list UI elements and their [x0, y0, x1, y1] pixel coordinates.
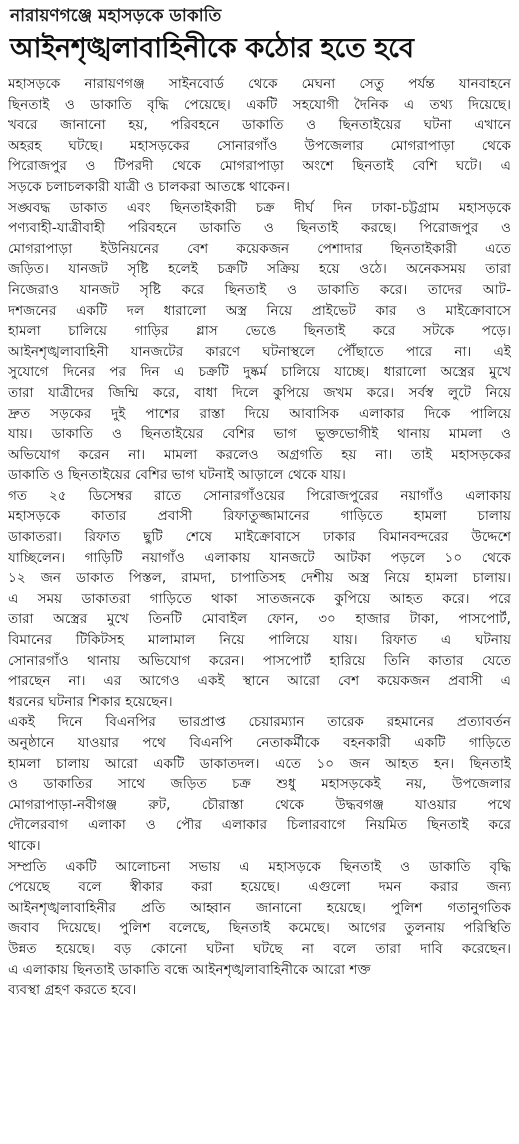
- body-line: এ সময় ডাকাতরা গাড়িতে থাকা সাতজনকে কুপিয়ে আহত করে। পরে: [8, 590, 511, 607]
- body-line: অনুষ্ঠানে যাওয়ার পথে বিএনপি নেতাকর্মীকে বহনকারী একটি গাড়িতে: [8, 735, 511, 751]
- body-line: খবরে জানানো হয়, পরিবহনে ডাকাতি ও ছিনতাইয়ের ঘটনা এখানে: [8, 117, 511, 134]
- body-line: এ এলাকায় ছিনতাই ডাকাতি বন্ধে আইনশৃঙ্খলাবাহিনীকে আরো শক্ত: [8, 961, 371, 978]
- body-line: দৌলেরবাগ এলাকা ও পৌর এলাকার চিলারবাগে নিয়মিত ছিনতাই করে: [8, 817, 511, 834]
- body-line: মহাসড়কে কাতার প্রবাসী রিফাতুজ্জামানের গাড়িতে হামলা চালায়: [8, 508, 511, 525]
- body-line: পেয়েছে বলে স্বীকার করা হয়েছে। এগুলো দমন করার জন্য: [8, 879, 511, 896]
- body-line: ছিনতাই ও ডাকাতি বৃদ্ধি পেয়েছে। একটি সহযোগী দৈনিক এ তথ্য দিয়েছে।: [8, 96, 511, 113]
- body-line: তারা অস্ত্রের মুখে তিনটি মোবাইল ফোন, ৩০ হাজার টাকা, পাসপোর্ট,: [8, 611, 511, 628]
- body-line: পারছেন না। এর আগেও একই স্থানে আরো বেশ কয়েকজন প্রবাসী এ: [8, 673, 511, 690]
- body-line: ধরনের ঘটনার শিকার হয়েছেন।: [8, 693, 173, 710]
- body-line: আইনশৃঙ্খলাবাহিনী যানজটের কারণে ঘটনাস্থলে পৌঁছাতে পারে না। এই: [8, 343, 511, 360]
- body-line: ব্যবস্থা গ্রহণ করতে হবে।: [8, 982, 137, 999]
- body-line: গত ২৫ ডিসেম্বর রাতে সোনারগাঁওয়ের পিরোজপুরের নয়াগাঁও এলাকায়: [8, 487, 511, 504]
- body-line: সড়কে চলাচলকারী যাত্রী ও চালকরা আতঙ্কে থাকেন।: [8, 178, 290, 195]
- article-headline: আইনশৃঙ্খলাবাহিনীকে কঠোর হতে হবে: [10, 33, 414, 64]
- body-line: মোগরাপাড়া-নবীগঞ্জ রুট, চৌরাস্তা থেকে উদ্ধবগঞ্জ যাওয়ার পথে: [8, 796, 511, 813]
- body-line: অহরহ ঘটছে। মহাসড়কের সোনারগাঁও উপজেলার মোগরাপাড়া থেকে: [8, 137, 511, 154]
- body-line: ১২ জন ডাকাত পিস্তল, রামদা, চাপাতিসহ দেশীয় অস্ত্র নিয়ে হামলা চালায়।: [8, 570, 511, 587]
- body-line: যায়। ডাকাতি ও ছিনতাইয়ের বেশির ভাগ ভুক্তভোগীই থানায় মামলা ও: [8, 426, 511, 443]
- body-line: জবাব দিয়েছে। পুলিশ বলেছে, ছিনতাই কমেছে। আগের তুলনায় পরিস্থিতি: [8, 920, 511, 937]
- body-line: বিমানের টিকিটসহ মালামাল নিয়ে পালিয়ে যায়। রিফাত এ ঘটনায়: [8, 632, 511, 649]
- body-line: তারা যাত্রীদের জিম্মি করে, বাধা দিলে কুপিয়ে জখম করে। সর্বস্ব লুটে নিয়ে: [8, 384, 511, 401]
- body-line: সোনারগাঁও থানায় অভিযোগ করেন। পাসপোর্ট হারিয়ে তিনি কাতার যেতে: [8, 652, 511, 669]
- body-line: পণ্যবাহী-যাত্রীবাহী পরিবহনে ডাকাতি ও ছিনতাই করছে। পিরোজপুর ও: [8, 220, 511, 237]
- body-line: দ্রুত সড়কের দুই পাশের রাস্তা দিয়ে আবাসিক এলাকার দিকে পালিয়ে: [8, 405, 511, 422]
- body-line: যাচ্ছিলেন। গাড়িটি নয়াগাঁও এলাকায় যানজটে আটকা পড়লে ১০ থেকে: [8, 549, 511, 566]
- article-kicker: নারায়ণগঞ্জে মহাসড়কে ডাকাতি: [10, 6, 222, 26]
- article-body: [8, 74, 511, 1001]
- body-line: মহাসড়কে নারায়ণগঞ্জ সাইনবোর্ড থেকে মেঘনা সেতু পর্যন্ত যানবাহনে: [8, 76, 511, 92]
- body-line: সঙ্ঘবদ্ধ ডাকাত এবং ছিনতাইকারী চক্র দীর্ঘ দিন ঢাকা-চট্টগ্রাম মহাসড়কে: [8, 199, 511, 216]
- body-line: জড়িত। যানজট সৃষ্টি হলেই চক্রটি সক্রিয় হয়ে ওঠে। অনেকসময় তারা: [8, 261, 511, 278]
- body-line: মোগরাপাড়া ইউনিয়নের বেশ কয়েকজন পেশাদার ছিনতাইকারী এতে: [8, 240, 511, 257]
- body-line: হামলা চালিয়ে গাড়ির গ্লাস ভেঙে ছিনতাই করে সটকে পড়ে।: [8, 323, 511, 340]
- body-line: ডাকাতি ও ছিনতাইয়ের বেশির ভাগ ঘটনাই আড়ালে থেকে যায়।: [8, 467, 346, 484]
- body-line: সম্প্রতি একটি আলোচনা সভায় এ মহাসড়কে ছিনতাই ও ডাকাতি বৃদ্ধি: [8, 858, 511, 875]
- body-line: আইনশৃঙ্খলাবাহিনীর প্রতি আহ্বান জানানো হয়েছে। পুলিশ গতানুগতিক: [8, 899, 511, 916]
- body-line: নিজেরাও যানজট সৃষ্টি করে ছিনতাই ও ডাকাতি করে। তাদের আট-: [8, 281, 511, 298]
- body-line: ও ডাকাতির সাথে জড়িত চক্র শুধু মহাসড়কেই নয়, উপজেলার: [8, 776, 511, 793]
- body-line: থাকে।: [8, 837, 41, 854]
- body-line: একই দিনে বিএনপির ভারপ্রাপ্ত চেয়ারম্যান তারেক রহমানের প্রত্যাবর্তন: [8, 714, 511, 731]
- body-line: অভিযোগ করেন না। মামলা করলেও অগ্রগতি হয় না। তাই মহাসড়কের: [8, 446, 511, 463]
- body-line: পিরোজপুর ও টিপরদী থেকে মোগরাপাড়া অংশে ছিনতাই বেশি ঘটে। এ: [8, 158, 511, 175]
- body-line: হামলা চালায় আরো একটি ডাকাতদল। এতে ১০ জন আহত হন। ছিনতাই: [8, 755, 511, 772]
- body-line: উন্নত হয়েছে। বড় কোনো ঘটনা ঘটছে না বলে তারা দাবি করেছেন।: [8, 940, 511, 957]
- body-line: ডাকাতরা। রিফাত ছুটি শেষে মাইক্রোবাসে ঢাকার বিমানবন্দরের উদ্দেশে: [8, 529, 511, 546]
- body-line: দশজনের একটি দল ধারালো অস্ত্র নিয়ে প্রাইভেট কার ও মাইক্রোবাসে: [8, 302, 511, 319]
- body-line: সুযোগে দিনের পর দিন এ চক্রটি দুষ্কর্ম চালিয়ে যাচ্ছে। ধারালো অস্ত্রের মুখে: [8, 364, 511, 381]
